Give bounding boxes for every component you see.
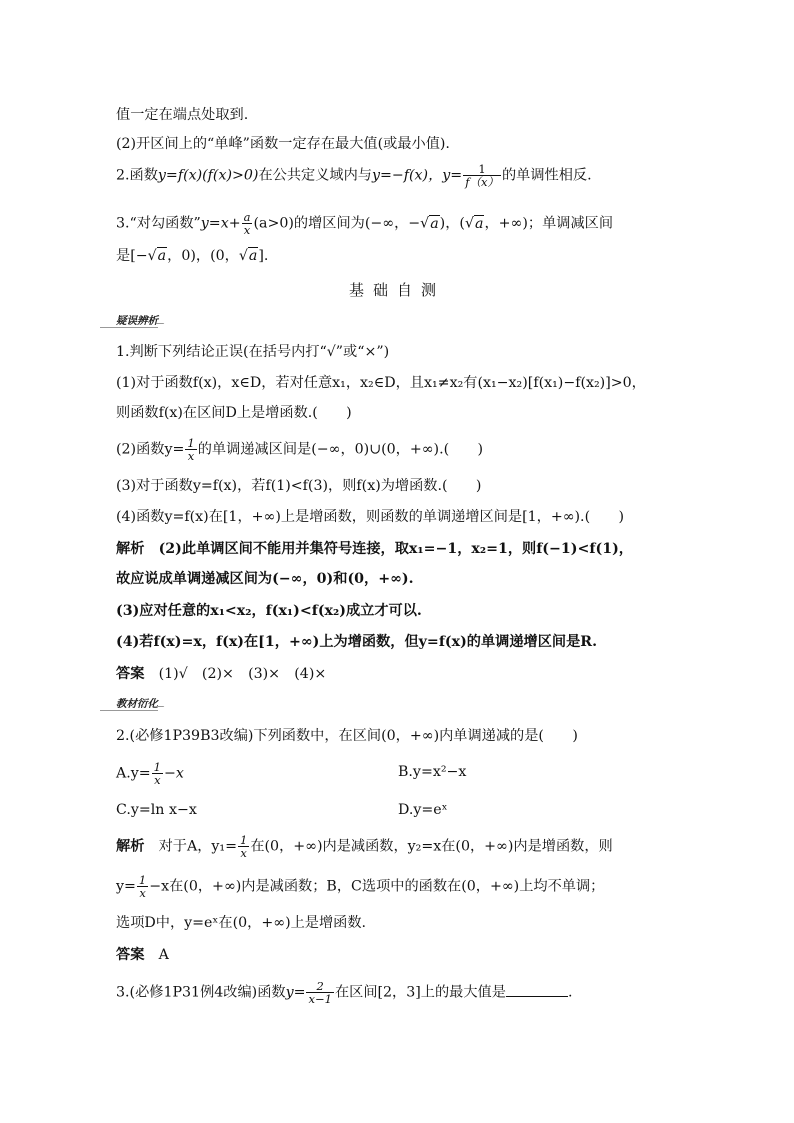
fraction-denominator: x — [154, 773, 161, 787]
answer-label: 答案 — [116, 666, 145, 682]
text: 是[− — [116, 248, 148, 264]
section-tag-label: 教材衍化 — [116, 698, 158, 710]
question-stem: 2.(必修1P39B3改编)下列函数中，在区间(0，+∞)内单调递减的是( ) — [116, 728, 578, 744]
analysis-line: 故应说成单调递减区间为(−∞，0)和(0，+∞). — [116, 571, 414, 587]
fraction-denominator: x — [240, 846, 247, 860]
analysis-line — [116, 874, 604, 899]
fraction-denominator: x — [187, 449, 195, 463]
answer-line — [116, 663, 326, 685]
tag-underline — [100, 327, 158, 328]
fraction — [238, 834, 249, 859]
text-line: 值一定在端点处取到. — [116, 107, 249, 123]
section-tag-label: 疑误辨析 — [116, 315, 158, 327]
formula: y=−f(x)，y= — [371, 167, 463, 184]
question-stem — [116, 980, 572, 1005]
text: (2)函数y= — [116, 441, 185, 458]
text: )，( — [439, 215, 465, 232]
formula: y= — [285, 984, 306, 1001]
fraction-numerator: 1 — [153, 760, 161, 774]
statement: (3)对于函数y=f(x)，若f(1)<f(3)，则f(x)为增函数.( ) — [116, 478, 482, 494]
fraction-denominator: x−1 — [308, 992, 332, 1006]
analysis-line — [116, 538, 633, 560]
analysis-label: 解析 — [116, 838, 145, 855]
text: 3.(必修1P31例4改编)函数 — [116, 984, 286, 1001]
analysis-text: 在(0，+∞)内是减函数，y₂=x在(0，+∞)内是增函数，则 — [250, 838, 613, 855]
option-c: C.y=ln x−x — [116, 802, 197, 818]
option-d: D.y=eˣ — [398, 802, 448, 818]
statement: (4)函数y=f(x)在[1，+∞)上是增函数，则函数的单调递增区间是[1，+∞).( ) — [116, 509, 625, 525]
answer-label: 答案 — [116, 947, 145, 963]
text-line: (2)开区间上的“单峰”函数一定存在最大值(或最小值). — [116, 136, 450, 152]
fraction-numerator: 1 — [138, 873, 147, 887]
analysis-text: −x在(0，+∞)内是减函数；B，C选项中的函数在(0，+∞)上均不单调； — [149, 878, 605, 895]
fraction-numerator: 1 — [240, 833, 248, 847]
text-line: 是[−√a，0)，(0，√a]. — [116, 248, 269, 264]
text: . — [567, 984, 573, 1001]
fraction — [242, 211, 253, 236]
option-b: B.y=x²−x — [398, 764, 467, 780]
formula: y=x+ — [200, 215, 241, 232]
sqrt-radicand: a — [157, 248, 167, 264]
statement — [116, 437, 483, 462]
fraction-numerator: 1 — [187, 436, 195, 450]
text: (a>0)的增区间为(−∞，− — [253, 215, 421, 232]
statement: 则函数f(x)在区间D上是增函数.( ) — [116, 405, 352, 421]
section-title: 基础自测 — [348, 281, 445, 299]
fraction-numerator: a — [243, 210, 251, 224]
section-tag — [116, 696, 166, 711]
text: A.y= — [116, 765, 151, 782]
tag-underline — [100, 710, 158, 711]
sqrt-radicand: a — [430, 215, 439, 232]
fraction — [137, 874, 148, 899]
text: 的单调递减区间是(−∞，0)∪(0，+∞).( ) — [197, 441, 484, 458]
text-line: 3.“对勾函数”y=x+ $\frac{a}{x}$ (a>0)的增区间为(−∞，−√a)，(√a，+∞)；单调减区间 — [116, 210, 614, 237]
question-stem: 1.判断下列结论正误(在括号内打“√”或“×”) — [116, 344, 390, 360]
analysis-line — [116, 834, 613, 859]
analysis-line: (4)若f(x)=x，f(x)在[1，+∞)上为增函数，但y=f(x)的单调递增区间是R. — [116, 634, 598, 650]
formula: y=f(x)(f(x)>0) — [157, 167, 259, 184]
analysis-text: 对于A，y₁= — [158, 838, 237, 855]
text: ]. — [258, 248, 269, 264]
analysis-line: (3)应对任意的x₁<x₂，f(x₁)<f(x₂)成立才可以. — [116, 603, 422, 619]
fraction — [185, 437, 196, 462]
answer-text: (1)√ (2)× (3)× (4)× — [158, 666, 327, 682]
analysis-text: (2)此单调区间不能用并集符号连接，取x₁=−1，x₂=1，则f(−1)<f(1)， — [158, 541, 633, 557]
answer-text: A — [158, 947, 169, 963]
option-a — [116, 761, 184, 786]
answer-line — [116, 944, 169, 966]
fraction-numerator: 2 — [306, 980, 333, 993]
section-tag — [116, 313, 166, 328]
analysis-line: 选项D中，y=eˣ在(0，+∞)上是增函数. — [116, 915, 367, 931]
text: 3.“对勾函数” — [116, 215, 201, 232]
fraction — [306, 980, 333, 1005]
sqrt-radicand: a — [248, 248, 258, 264]
text: 在区间[2，3]上的最大值是 — [334, 984, 506, 1001]
text: −x — [164, 765, 184, 782]
text: 的单调性相反. — [501, 167, 592, 184]
text: 2.函数 — [116, 167, 158, 184]
text: ，0)，(0， — [167, 248, 239, 264]
analysis-label: 解析 — [116, 541, 145, 557]
text: ，+∞)；单调减区间 — [484, 215, 614, 232]
fraction — [463, 163, 501, 188]
fraction-denominator: x — [139, 886, 146, 900]
fraction-denominator: x — [243, 223, 251, 237]
text-line — [116, 163, 592, 188]
statement: (1)对于函数f(x)，x∈D，若对任意x₁，x₂∈D，且x₁≠x₂有(x₁−x₂)[f(x₁)−f(x₂)]>0， — [116, 375, 646, 391]
fraction-numerator: 1 — [463, 163, 501, 176]
sqrt-radicand: a — [474, 215, 484, 232]
text: 在公共定义域内与 — [258, 167, 372, 184]
analysis-text: y= — [116, 878, 136, 895]
fraction-denominator: f（x） — [465, 175, 499, 189]
fraction — [152, 761, 163, 786]
answer-blank[interactable] — [506, 982, 568, 997]
